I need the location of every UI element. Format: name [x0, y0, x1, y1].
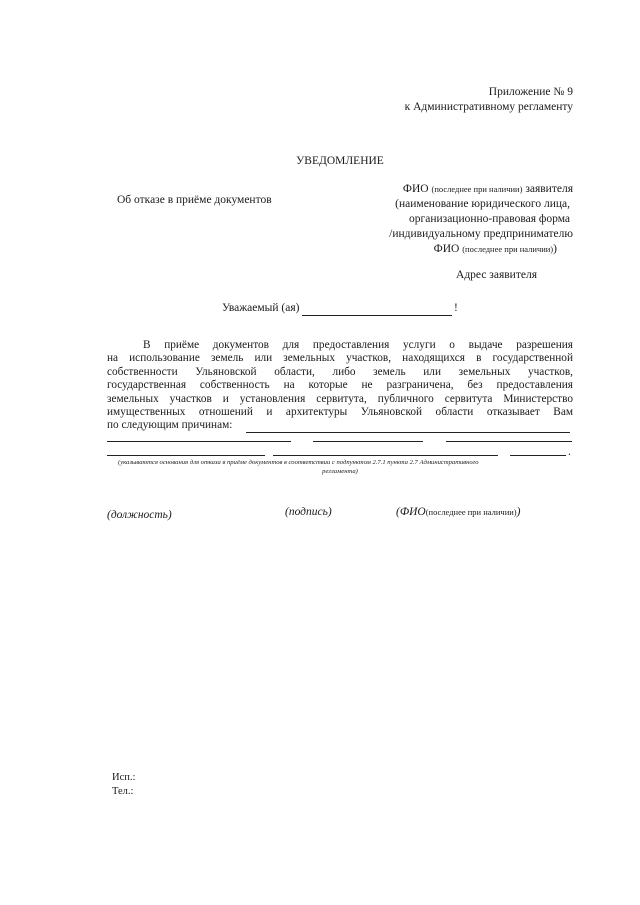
salutation-name-line	[302, 315, 452, 316]
recipient-ip-fio-note: (последнее при наличии)	[462, 244, 554, 254]
reason-fill-line	[246, 432, 570, 433]
signature-position: (должность)	[107, 509, 172, 521]
body-line-3: собственности Ульяновской области, либо земель или земельных участков,	[107, 366, 573, 378]
signature-fio	[396, 506, 520, 518]
reasons-label: по следующим причинам:	[107, 419, 233, 431]
reasons-footnote-cont: регламента)	[322, 468, 358, 475]
executor-label: Исп.:	[112, 772, 136, 783]
salutation: Уважаемый (ая)	[222, 302, 300, 314]
signature-fio-end: )	[516, 506, 521, 518]
recipient-line-1	[403, 183, 573, 195]
recipient-fio-label: ФИО	[402, 183, 432, 195]
reasons-footnote: (указываются основания для отказа в приёме документов в соответствии с подпунктом 2.7.1 пункта 2.7 Административного	[118, 459, 479, 466]
recipient-line-5	[434, 243, 557, 255]
regulation-reference: к Административному регламенту	[404, 101, 573, 113]
reasons-end-period: .	[568, 446, 571, 458]
reason-fill-line	[107, 441, 291, 442]
signature-fio-note: (последнее при наличии)	[425, 507, 517, 517]
recipient-line-2: (наименование юридического лица,	[395, 198, 570, 210]
subject-line: Об отказе в приёме документов	[117, 194, 272, 206]
reason-fill-line	[273, 455, 498, 456]
salutation-exclamation: !	[454, 302, 458, 314]
recipient-fio-note: (последнее при наличии)	[431, 184, 523, 194]
body-line-6: имущественных отношений и архитектуры Ульяновской области отказывает Вам	[107, 406, 573, 418]
reason-fill-line	[107, 455, 265, 456]
reason-fill-line	[446, 441, 572, 442]
recipient-address: Адрес заявителя	[456, 269, 537, 281]
recipient-fio-tail: заявителя	[522, 183, 573, 195]
signature-fio-label: (ФИО	[396, 506, 426, 518]
document-title: УВЕДОМЛЕНИЕ	[296, 155, 384, 167]
body-line-2: на использование земель или земельных участков, находящихся в государственной	[107, 352, 573, 364]
appendix-number: Приложение № 9	[488, 86, 573, 98]
reason-fill-line	[313, 441, 423, 442]
recipient-ip-fio-tail: )	[553, 243, 557, 255]
body-line-4: государственная собственность на которые не разграничена, без предоставления	[107, 379, 573, 391]
recipient-line-4: /индивидуальному предпринимателю	[389, 228, 573, 240]
reason-fill-line	[510, 455, 566, 456]
body-line-5: земельных участков и установления сервитута, публичного сервитута Министерство	[107, 393, 573, 405]
phone-label: Тел.:	[112, 786, 134, 797]
recipient-ip-fio-label: ФИО	[433, 243, 463, 255]
recipient-line-3: организационно-правовая форма	[409, 213, 570, 225]
signature-sign: (подпись)	[285, 506, 332, 518]
body-line-1: В приёме документов для предоставления услуги о выдаче разрешения	[143, 339, 573, 351]
